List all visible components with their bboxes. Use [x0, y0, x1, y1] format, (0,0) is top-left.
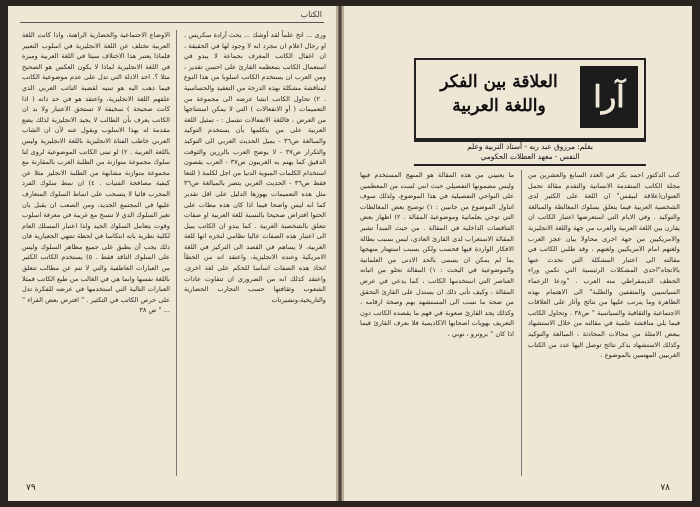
article-byline	[414, 142, 646, 162]
header-rule	[20, 22, 324, 23]
byline-rule-bottom	[414, 164, 646, 166]
section-logo: آرا	[580, 66, 638, 128]
column-divider	[521, 170, 522, 476]
left-page-column-left	[22, 30, 170, 476]
byline-line-1: بقلم: مرزوق عبد ربه - أستاذ التربية وعلم	[467, 142, 593, 151]
book-spread	[8, 6, 692, 501]
right-page-column-left	[360, 170, 514, 476]
page-number: ٧٨	[660, 483, 670, 493]
column-text: كتب الدكتور احمد بكر في العدد السابع والعشرين من مجلة الكاتب المتقدمة الانسانية والتقدم مقالة تحمل العنوان(علاقة لبيقس" ان اللغة على الكثير لدى الشخصية العربية فيما يتعلق بسلوك المعالطة والمبالغة والتوكيد . وفي الايام التي استعرضها اعتبار الكاتب ان يقارن بين اللغة العربية والعرب من جهة واللغة الانجليزية والامريكيين من جهة اخرى محاولا بيان عجز العرب ولغتهم امام الامريكيين ولغتهم ، وقد طلبي الكاتب في مقالته الى اعتبار المشكلة التي تحدث عنها بالاتجاه"احدى المشكلات الرئيسية التي تكمن وراء الحطف الديمقراطي منه العرب . "ودعا الزعماء السياسيين والمثقفين والطلبة" الى الاهتمام بهذه الظاهرة وما يترتب عليها من نتائج وآثار على العلاقات الاجتماعية والثقافية والسياسية " ص٣٨ . وتحاول الكاتب فيما يلي مناقشة علمية في مقالته من خلال الاستشهاد ببعض الامثلة من مجالات المحادثة ، المبالغة والتوكيد وكذلك الاستشهاد بذكر نتائج توصل اليها عدد من الكتاب الغربيين المهتمين بالموضوع .	[528, 171, 680, 360]
running-head: الكتاب	[300, 10, 322, 19]
column-text: ما يعنيني من هذه المقالة هو المنهج المستخدم فيها وليس مضمونها التفصيلي حيث انني لست من المعظمين على النواحي التفصيلية في هذا الموضوع، ولذلك سوف اتناول الموضوع من جانبين : ١) توضيح بعض المغالطات التي توحي بعلمانية وموضوعية المقالة . ٢) اظهار بعض التناقضات الداخلية في المقالة . من حيث المبدأ تشير المقالة الاستغراب لدى القارئ العادي، ليس بسبب بطالة الافكار الواردة فيها فحسب ولكن بسبب استهتار منهجها بما لم يمكن ان يسمى بالحد الادنى من العلمانية والموضوعية في البحث : ١) المقالة تحلو من اثباته العناصر التي استخدمها الكاتب ، كما يدعي في عرض المقالة ، وكيف تأتى ذلك ان يستدل على القارئ التحقق من صحة ما نسب الى المستشهد بهم وصحة ارقامه ، وكذلك يجد القارئ صعوبة في فهم ما يقصده الكاتب دون التعريف بهويات اصحابها الاكاديمية فلا بعرف القارئ فيما اذا كان " بروترو ، نوبي ،	[360, 171, 514, 338]
page-number: ٧٩	[26, 483, 36, 493]
column-text: ورى ... اتخ علماً لقد أوشك ... بحث أرادة سكريس . او رجال اعلام ان مجرد انه لا وجود لها في الحقيقة ، ان اغفال الكاتب المعرف بجماعة لا يبدو في استعمال الكاتب بمعظمه القارئ على احسن تقدير ، ومن العرب ان يستخدم الكاتب اسلوبا من هذا النوع لمناقشة مشكلة بهذه الدرجة من التعقيد والحساسية . ٢) تحاول الكاتب انشا عرضه الى مجموعة من التعميمات ( أو الانفعالات ) التي لا يمكن استنتاجها من العرض ، فاللغة الانفعالات تشمل : - تمثيل اللغة العربية على من يتكلمها بأن يستخدم التوكيد والمبالغة ص٣٦ - يميل الحديث العربي الى التوكيد والتكرار ص٣٧ - لا يوضح العرب بالرزين والثوقت الدقيق كما يهتم به الغربيون ص٣٧ - العرب يقصون استخدام الكلمات المبوية الدنيا من اجل لكلمة ( للتعا فقط ص٣٦ - الحديث العربي يتصر بالمبالغة ص٣٦ مثل هذه التعميمات يهوزها الدليل على اقل تقدير كما انه ليس واضحا فيما اذا كان هذه مطات على الحتوا افتراض صحيحا بالنسبة للغة العربية او صفات تتعلق بالشخصية العربية . كما يبدو ان الكاتب يبيل الى اعتبار هذه الصفات عاليا نظامي لنخزه اتها للغة العربية، لا يساهم في القصد الى التركيز في اللغة الامريكية وعنده الانجليزية، واعتقد انه من الخطأ اتخاذ هذه الصفات اساسا للحكم على لغة اخرى، واعتقد كذلك انه من الضروري ان تتفاوت عادات الشعوب وثقافتها حسب التجارب الحضارية والتاريخية،وتشيرنات	[184, 31, 326, 304]
column-divider	[176, 30, 177, 476]
byline-line-2: النفس - معهد العطلات الحكومي	[480, 152, 580, 161]
right-page-column-right	[528, 170, 680, 476]
left-page	[8, 6, 338, 501]
right-page	[342, 6, 692, 501]
article-title: العلاقة بين الفكر واللغة العربية	[440, 72, 558, 116]
left-page-column-right	[184, 30, 326, 476]
column-text: الاوضاع الاجتماعية والحضارية الراهنة، واذا كانت اللغة العربية تختلف عن اللغة الانجليزية في اسلوب التعبير فلماذا يعتبر هذا الاختلاف سيئا في اللغة العربية وميزة في اللغة الانجليزية لماذا لا يكون العكس هو الصحيح مثلا ؟. احد الادلة التي تدل على عدم موضوعية الكاتب فيما ذهب اليه هو تبنيه لقضية النائب العربي الذي علقهم اللغة الانجليزية، واعتقد هو في حد ذاته ( اذا كانت صحيحة ) سخيفة لا تستحق الاعتبار ولا بد ان الكاتب يعرف بأن الطالب لا يجيد الانجليزية لذلك يضع مقدمة له بهذا الاسلوب ويقول عنه لأن ان الشاب العربي خاطب الفتاة الانجليزية باللغة الانجليزية وليس باللغة العربية . ٢) لو تبنى الكاتب الموضوعية لروى لنا سلوك مجموعة متوازنة من الطلبة العرب بالمقارنة مع مجموعة متوازنة مشابهة من الطلبة الانجليز مثلا عن كيفية مصافحة الفتيات . ٤) ان نمط سلوك الفرد المجرب قائيا لا ينسحب على انماط السلوك المتعارف عليها في المجتمع الجديد، ومن الصعب ان يقبل بان تغير السلوك الدي لا تنسخ مع غريبة في معرفة اسلوب وقوت يتعامل السلوك الجيد ولذا اعتبار المسلك العام لكلية نظرية بانه انتكاسا في لحظة تنتهي الجعيارية فان دلك يجب أن يطبق على جميع مظاهر السلوك وليس على السلوك الناقد فقط . ٥) يستخدم الكاتب الكثير من العبارات العاطفية والتي لا تتم عن مطالب تتعلق باللغة نفسها وانما هي في الغالب من طبع الكاتب فمثلا العبارات التالية التي استخدمها في عرضه للفكرة تدل على حرص الكاتب في التكثير . " افترض بعض القراء " ... " ص ٣٨	[22, 31, 170, 315]
